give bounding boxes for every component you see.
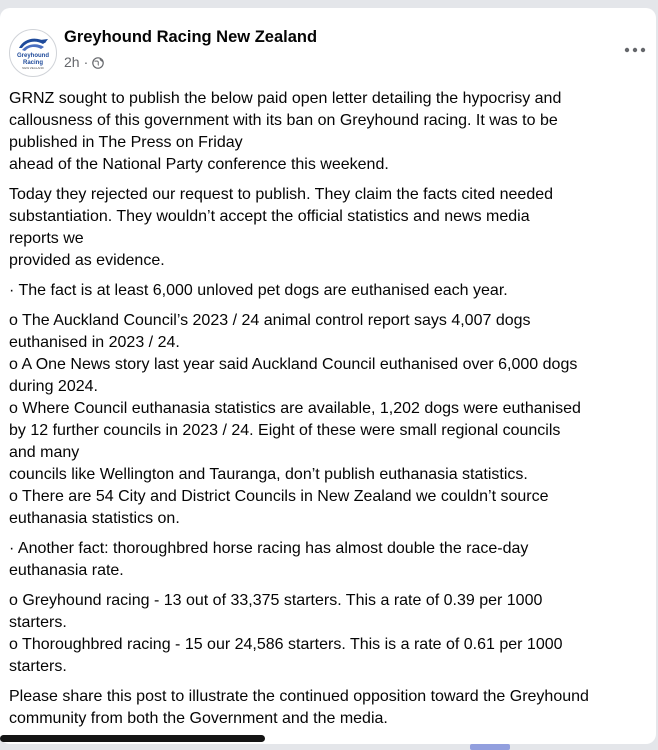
text-line: provided as evidence.: [9, 252, 165, 269]
text-line: euthanasia statistics on.: [9, 510, 180, 527]
page-name-link[interactable]: Greyhound Racing New Zealand: [64, 28, 318, 46]
text-line: starters.: [9, 614, 67, 631]
post-meta: [64, 54, 104, 70]
paragraph-3: [9, 280, 654, 302]
text-line: during 2024.: [9, 378, 98, 395]
text-line: euthanised in 2023 / 24.: [9, 334, 180, 351]
meta-separator: ·: [83, 54, 89, 70]
text-line: by 12 further councils in 2023 / 24. Eight of these were small regional councils: [9, 422, 561, 439]
post-card: [0, 8, 656, 744]
text-line: o There are 54 City and District Councils in New Zealand we couldn’t source: [9, 488, 549, 505]
text-line: callousness of this government with its ban on Greyhound racing. It was to be: [9, 112, 558, 129]
post-header: [9, 23, 649, 73]
text-line: substantiation. They wouldn’t accept the official statistics and news media: [9, 208, 530, 225]
text-line: Today they rejected our request to publish. They claim the facts cited needed: [9, 186, 554, 203]
text-line: reports we: [9, 230, 84, 247]
text-line: starters.: [9, 658, 67, 675]
text-line: o Greyhound racing - 13 out of 33,375 starters. This a rate of 0.39 per 1000: [9, 592, 543, 609]
next-post-preview: [470, 744, 510, 750]
paragraph-6: [9, 590, 654, 678]
horizontal-scrollbar[interactable]: [0, 735, 265, 742]
paragraph-4: [9, 310, 654, 530]
paragraph-5: [9, 538, 654, 582]
page-avatar[interactable]: [9, 29, 57, 77]
text-line: ahead of the National Party conference this weekend.: [9, 156, 389, 173]
avatar-text-line3: NEW ZEALAND: [22, 66, 44, 70]
more-options-icon[interactable]: [623, 45, 647, 55]
post-text: [9, 88, 654, 738]
text-line: euthanasia rate.: [9, 562, 124, 579]
text-line: councils like Wellington and Tauranga, don’t publish euthanasia statistics.: [9, 466, 528, 483]
paragraph-1: [9, 88, 654, 176]
avatar-text-line2: Racing: [22, 60, 43, 66]
text-line: · The fact is at least 6,000 unloved pet dogs are euthanised each year.: [9, 282, 508, 299]
post-timestamp[interactable]: 2h: [64, 54, 80, 70]
text-line: o Where Council euthanasia statistics are available, 1,202 dogs were euthanised: [9, 400, 581, 417]
text-line: o The Auckland Council’s 2023 / 24 animal control report says 4,007 dogs: [9, 312, 531, 329]
paragraph-2: [9, 184, 654, 272]
globe-icon: [92, 56, 104, 68]
text-line: o A One News story last year said Auckland Council euthanised over 6,000 dogs: [9, 356, 578, 373]
text-line: and many: [9, 444, 80, 461]
text-line: GRNZ sought to publish the below paid open letter detailing the hypocrisy and: [9, 90, 562, 107]
text-line: Please share this post to illustrate the continued opposition toward the Greyhound: [9, 688, 589, 705]
text-line: community from both the Government and the media.: [9, 710, 388, 727]
text-line: published in The Press on Friday: [9, 134, 243, 151]
text-line: · Another fact: thoroughbred horse racing has almost double the race-day: [9, 540, 529, 557]
avatar-text-line1: Greyhound: [16, 53, 49, 59]
text-line: o Thoroughbred racing - 15 our 24,586 starters. This is a rate of 0.61 per 1000: [9, 636, 563, 653]
paragraph-7: [9, 686, 654, 730]
